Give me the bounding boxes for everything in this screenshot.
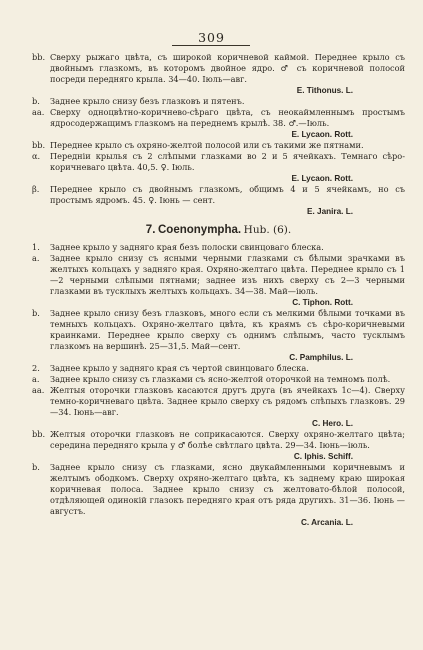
- section-genus: Coenonympha.: [158, 224, 242, 236]
- species-name: E. Tithonus. L.: [296, 86, 353, 95]
- bottom-entry-list: [32, 242, 405, 528]
- entry-text: Желтыя оторочки глазковъ касаются другъ друга (въ ячейкахъ 1с—4). Сверху темно-коричневаго цвѣта. Заднее крыло сверху съ рядомъ слѣпыхъ глазковъ. 29—34. Іюнь—авг.: [50, 385, 405, 417]
- page-number: 309: [198, 30, 225, 45]
- key-entry: [32, 462, 405, 517]
- header-rule: [172, 45, 250, 46]
- entry-text: Переднее крыло съ двойнымъ глазкомъ, общимъ 4 и 5 ячейкамъ, но съ простымъ ядромъ. 45. ♀. Іюнь — сент.: [50, 184, 405, 205]
- entry-text: Желтыя оторочки глазковъ не соприкасаются. Сверху охряно-желтаго цвѣта; середина передняго крыла у ♂ болѣе свѣтлаго цвѣта. 29—34. Іюнь—іюль.: [50, 429, 405, 450]
- key-entry: [32, 385, 405, 418]
- entry-marker: 1.: [32, 242, 40, 252]
- key-entry: [32, 308, 405, 352]
- entry-text: Сверху одноцвѣтно-коричнево-сѣраго цвѣта, съ неокаймленнымъ простымъ ядросодержащимъ глазкомъ на переднемъ крылѣ. 38. ♂.—Іюль.: [50, 107, 405, 128]
- entry-text: Сверху рыжаго цвѣта, съ широкой коричневой каймой. Переднее крыло съ двойнымъ глазкомъ, въ которомъ двойное ядро. ♂ съ коричневой полосой посреди передняго крыла. 34—40. Іюль—авг.: [50, 52, 405, 84]
- entry-marker: bb.: [32, 52, 46, 62]
- species-name: C. Arcania. L.: [300, 518, 353, 527]
- species-name: E. Lycaon. Rott.: [291, 130, 353, 139]
- top-entry-list: [32, 52, 405, 217]
- key-entry: [32, 96, 405, 107]
- key-entry: [32, 363, 405, 374]
- key-entry: [32, 184, 405, 206]
- entry-marker: β.: [32, 184, 40, 194]
- entry-text: Переднее крыло съ охряно-желтой полосой или съ такими же пятнами.: [50, 140, 364, 150]
- key-entry: [32, 107, 405, 129]
- entry-text: Заднее крыло снизу съ ясными черными глазками съ бѣлыми зрачками въ желтыхъ кольцахъ у задняго края. Охряно-желтаго цвѣта. Переднее крыло съ 1—2 черными слѣпыми пятнами; заднее изъ нихъ сверху съ 2—3 черными глазками въ тусклыхъ желтыхъ кольцахъ. 34—38. Май—іюль.: [50, 253, 405, 296]
- species-name: C. Iphis. Schiff.: [293, 452, 353, 461]
- section-author: Hub. (6).: [243, 224, 292, 236]
- key-entry: [32, 374, 405, 385]
- key-entry: [32, 52, 405, 85]
- entry-marker: aa.: [32, 385, 45, 395]
- entry-text: Заднее крыло у задняго края съ чертой свинцоваго блеска.: [50, 363, 309, 373]
- species-name: C. Pamphilus. L.: [289, 353, 353, 362]
- entry-text: Заднее крыло снизу съ глазками съ ясно-желтой оторочкой на темномъ полѣ.: [50, 374, 391, 384]
- entry-text: Заднее крыло снизу съ глазками, ясно двукаймленными коричневымъ и желтымъ ободкомъ. Сверху охряно-желтаго цвѣта, къ заднему краю широкая коричневая полоса. Заднее крыло снизу съ желтовато-бѣлой полосой, отдѣляющей одинокій глазокъ передняго края отъ ряда другихъ. 31—36. Іюнь — августъ.: [50, 462, 405, 516]
- entry-text: Заднее крыло у задняго края безъ полоски свинцоваго блеска.: [50, 242, 324, 252]
- entry-marker: b.: [32, 96, 40, 106]
- entry-marker: bb.: [32, 429, 46, 439]
- entry-marker: b.: [32, 308, 40, 318]
- entry-marker: b.: [32, 462, 40, 472]
- entry-text: Передніи крылья съ 2 слѣпыми глазками во 2 и 5 ячейкахъ. Темнаго сѣро-коричневаго цвѣта. 40,5. ♀. Іюль.: [50, 151, 405, 172]
- species-name: C. Hero. L.: [312, 419, 353, 428]
- entry-marker: a.: [32, 253, 40, 263]
- entry-marker: aa.: [32, 107, 45, 117]
- key-entry: [32, 429, 405, 451]
- entry-marker: 2.: [32, 363, 40, 373]
- species-name: C. Tiphon. Rott.: [292, 298, 353, 307]
- key-entry: [32, 140, 405, 151]
- section-number: 7.: [145, 224, 156, 236]
- entry-text: Заднее крыло снизу безъ глазковъ, много если съ мелкими бѣлыми точками въ темныхъ кольцахъ. Охряно-желтаго цвѣта, къ краямъ съ сѣро-коричневыми краинками. Переднее крыло сверху съ однимъ слѣпымъ, часто тусклымъ глазкомъ на вершинѣ. 25—31,5. Май—сент.: [50, 308, 405, 351]
- key-entry: [32, 151, 405, 173]
- key-entry: [32, 242, 405, 253]
- section-heading: [32, 225, 405, 236]
- entry-marker: α.: [32, 151, 41, 161]
- page-content: [32, 52, 405, 528]
- entry-marker: bb.: [32, 140, 46, 150]
- entry-text: Заднее крыло снизу безъ глазковъ и пятенъ.: [50, 96, 245, 106]
- species-name: E. Janira. L.: [307, 207, 353, 216]
- species-name: E. Lycaon. Rott.: [291, 174, 353, 183]
- entry-marker: a.: [32, 374, 40, 384]
- key-entry: [32, 253, 405, 297]
